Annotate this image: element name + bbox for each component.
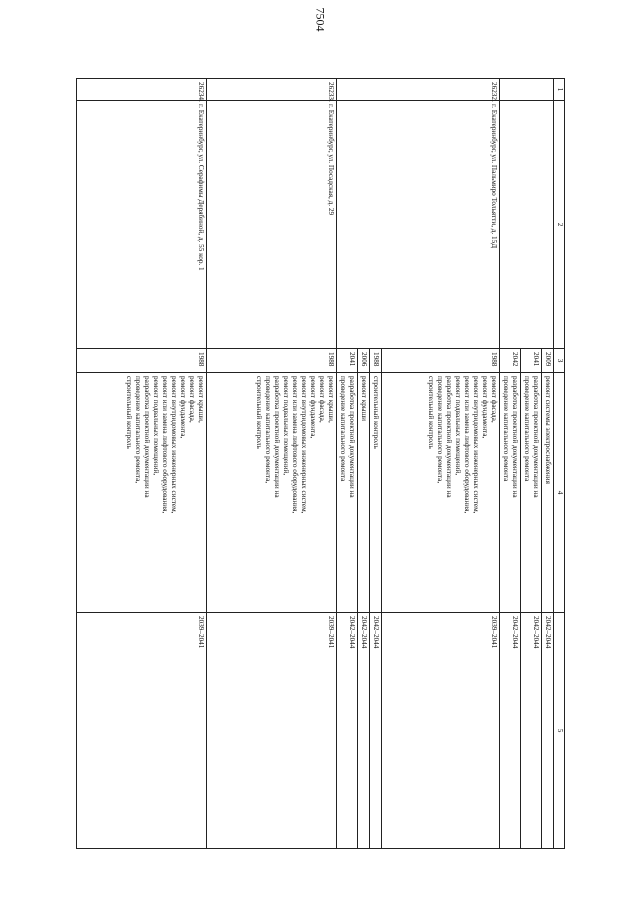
row-work: разработка проектной документации на проведение капитального ремонта [521,373,542,613]
row-year: 2009 [542,349,554,373]
row-year: 2041 [521,349,542,373]
row-work: ремонт крыши, ремонт фасада, ремонт фундамента, ремонт внутридомовых инженерных систем, ремонт или замена лифтового оборудования, ремонт подвальных помещений, разработка проектной документации на проведение капитального ремонта, строительный контроль [77,373,207,613]
header-col-1: 1 [554,79,565,101]
row-year: 1988 [207,349,337,373]
row-work: ремонт крыши [358,373,370,613]
header-row [554,79,565,849]
row-period: 2042–2044 [500,613,521,849]
table-row [77,79,207,849]
repair-schedule-table [76,78,565,849]
row-period: 2039–2041 [207,613,337,849]
row-work: строительный контроль [370,373,382,613]
row-period: 2042–2044 [337,613,358,849]
row-address: г. Екатеринбург, ул. Серафимы Дерябиной, д. 55 кор. 1 [77,101,207,349]
row-number [500,79,554,101]
row-year: 2006 [358,349,370,373]
table-row [382,79,500,849]
row-year: 1988 [77,349,207,373]
page-number: 7504 [313,7,328,32]
row-year: 2042 [500,349,521,373]
row-work: разработка проектной документации на проведение капитального ремонта [500,373,521,613]
header-col-2: 2 [554,101,565,349]
row-work: разработка проектной документации на проведение капитального ремонта [337,373,358,613]
row-address: г. Екатеринбург, ул. Посадская, д. 29 [207,101,337,349]
row-period: 2042–2044 [521,613,542,849]
row-period: 2042–2044 [542,613,554,849]
header-col-4: 4 [554,373,565,613]
row-period: 2039–2041 [77,613,207,849]
row-work: ремонт системы электроснабжения [542,373,554,613]
row-year: 1988 [370,349,382,373]
row-work: ремонт крыши, ремонт фасада, ремонт фундамента, ремонт внутридомовых инженерных систем, ремонт или замена лифтового оборудования, ремонт подвальных помещений, разработка проектной документации на проведение капитального ремонта, строительный контроль [207,373,337,613]
row-work: ремонт фасада, ремонт фундамента, ремонт внутридомовых инженерных систем, ремонт или замена лифтового оборудования, ремонт подвальных помещений, разработка проектной документации на проведение капитального ремонта, строительный контроль [382,373,500,613]
table-row [542,79,554,849]
table-row [207,79,337,849]
row-year: 1988 [382,349,500,373]
rotated-table-container [80,78,565,848]
row-year: 2041 [337,349,358,373]
row-address: г. Екатеринбург, ул. Пальмиро Тольятти, д. 15Д [337,101,500,349]
row-period: 2039–2041 [382,613,500,849]
header-col-5: 5 [554,613,565,849]
row-period: 2042–2044 [370,613,382,849]
row-number: 26233. [207,79,337,101]
row-address [500,101,554,349]
header-col-3: 3 [554,349,565,373]
row-number: 26234. [77,79,207,101]
row-period: 2042–2044 [358,613,370,849]
row-number: 26232. [337,79,500,101]
